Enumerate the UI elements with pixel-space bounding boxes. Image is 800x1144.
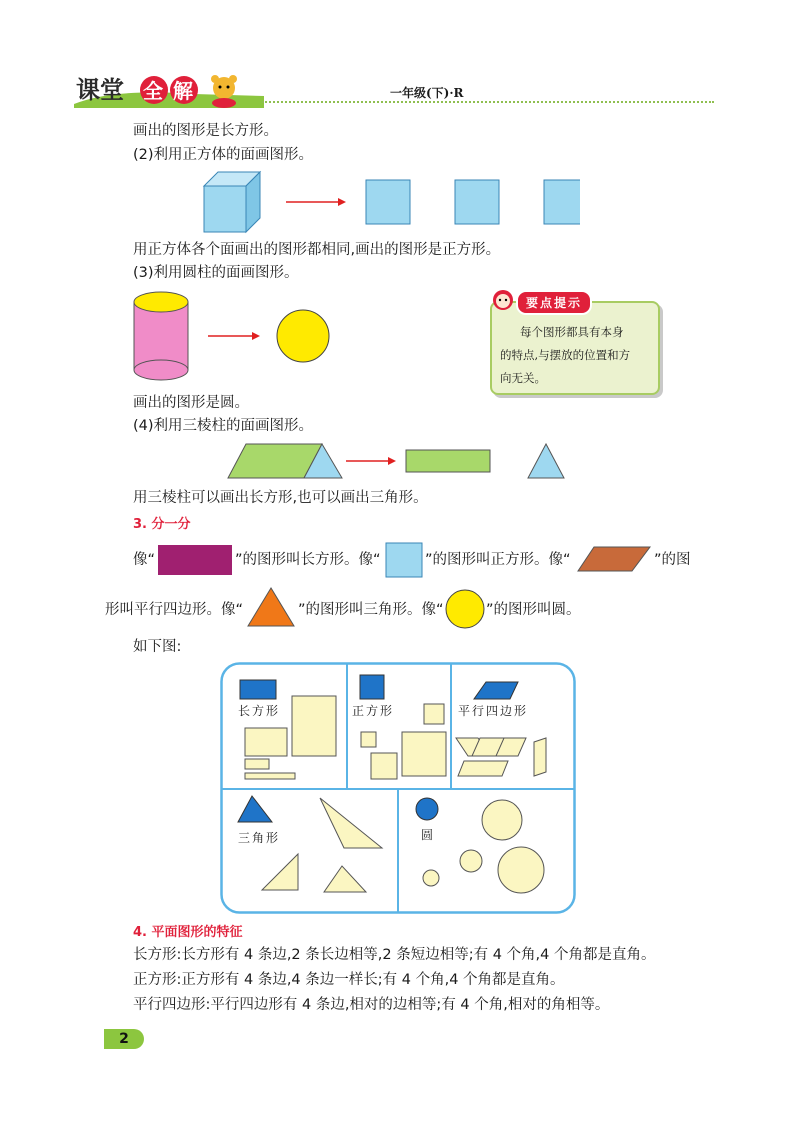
page-number: 2	[104, 1029, 144, 1049]
prism-figure	[226, 440, 572, 482]
square-sample	[424, 704, 444, 724]
grade-label: 一年级(下)·R	[390, 86, 464, 100]
rect-sample	[245, 728, 287, 756]
circle-sample	[423, 870, 439, 886]
panel-label-triangle: 三角形	[238, 831, 281, 845]
prism-icon	[228, 444, 342, 478]
text-segment: 像“	[133, 552, 156, 568]
rect-sample	[292, 696, 336, 756]
text-segment: ”的图形叫三角形。像“	[298, 602, 444, 618]
mascot-icon	[490, 286, 516, 312]
square-example	[385, 542, 423, 578]
triangle-example	[246, 586, 296, 628]
square-face	[455, 180, 499, 224]
circle-sample	[482, 800, 522, 840]
rect-sample-blue	[240, 680, 276, 699]
square-face	[366, 180, 410, 224]
text-line: 用三棱柱可以画出长方形,也可以画出三角形。	[133, 490, 428, 506]
rectangle-face	[406, 450, 490, 472]
text-line: 画出的图形是长方形。	[133, 123, 278, 139]
rect-sample	[245, 773, 295, 779]
square-face	[544, 180, 580, 224]
cube-faces-figure	[200, 168, 580, 234]
panel-label-rectangle: 长方形	[238, 704, 281, 718]
circle-example	[444, 588, 486, 630]
text-segment: ”的图形叫圆。	[486, 602, 581, 618]
square-sample	[402, 732, 446, 776]
header-logo	[74, 74, 264, 108]
square-sample	[371, 753, 397, 779]
text-segment: ”的图形叫正方形。像“	[425, 552, 571, 568]
text-line: (2)利用正方体的面画图形。	[133, 147, 314, 163]
text-line: 画出的图形是圆。	[133, 395, 249, 411]
cylinder-figure	[128, 288, 338, 386]
arrow-icon	[346, 457, 396, 465]
text-line: (4)利用三棱柱的面画图形。	[133, 418, 314, 434]
parallelogram-example	[576, 545, 652, 573]
rect-sample	[245, 759, 269, 769]
circle-sample-blue	[416, 798, 438, 820]
text-line: (3)利用圆柱的面画图形。	[133, 265, 299, 281]
text-line: 用正方体各个面画出的图形都相同,画出的图形是正方形。	[133, 242, 501, 258]
text-segment: ”的图形叫长方形。像“	[235, 552, 381, 568]
square-sample	[361, 732, 376, 747]
svg-text:课堂: 课堂	[76, 76, 124, 104]
circle-sample	[498, 847, 544, 893]
arrow-icon	[286, 198, 346, 206]
rectangle-example	[157, 544, 233, 576]
svg-text:解: 解	[173, 79, 193, 103]
circle-sample	[460, 850, 482, 872]
square-sample-blue	[360, 675, 384, 699]
arrow-icon	[208, 332, 260, 340]
text-segment: ”的图	[654, 552, 691, 568]
header-divider	[262, 101, 714, 103]
panel-label-square: 正方形	[352, 704, 395, 718]
text-line: 如下图:	[133, 639, 182, 655]
tip-title: 要点提示	[516, 290, 592, 315]
classification-panel	[220, 662, 576, 914]
panel-label-circle: 圆	[421, 828, 436, 842]
parallelogram-sample	[458, 761, 508, 776]
feature-line: 正方形:正方形有 4 条边,4 条边一样长;有 4 个角,4 个角都是直角。	[133, 972, 565, 988]
circle-face	[277, 310, 329, 362]
feature-line: 长方形:长方形有 4 条边,2 条长边相等,2 条短边相等;有 4 个角,4 个角都是直角。	[133, 947, 656, 963]
cube-icon	[204, 172, 260, 232]
cylinder-icon	[134, 292, 188, 380]
feature-line: 平行四边形:平行四边形有 4 条边,相对的边相等;有 4 个角,相对的角相等。	[133, 997, 610, 1013]
section-title: 4. 平面图形的特征	[133, 925, 243, 940]
svg-text:全: 全	[143, 79, 163, 103]
tip-box	[490, 301, 660, 395]
parallelogram-sample	[534, 738, 546, 776]
section-title: 3. 分一分	[133, 517, 191, 532]
panel-label-parallelogram: 平行四边形	[458, 704, 529, 718]
tip-line: 每个图形都具有本身	[520, 325, 624, 339]
tip-line: 向无关。	[500, 371, 546, 385]
text-segment: 形叫平行四边形。像“	[105, 602, 244, 618]
triangle-face	[528, 444, 564, 478]
tip-line: 的特点,与摆放的位置和方	[500, 348, 631, 362]
